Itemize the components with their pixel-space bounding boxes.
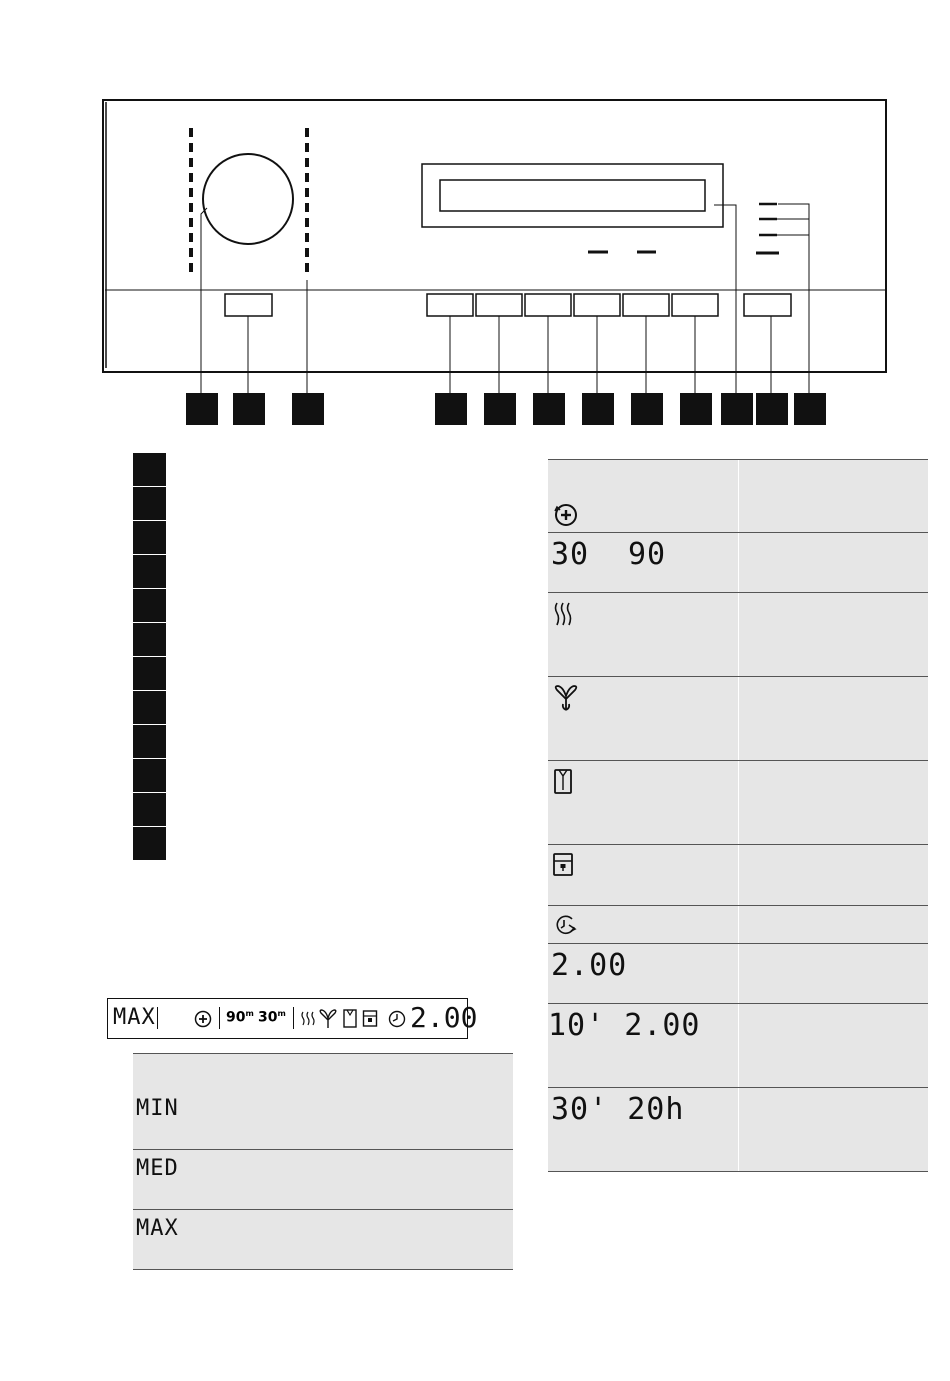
levels-row-med-symbol: MED bbox=[136, 1156, 179, 1181]
option-button-7-outline bbox=[744, 294, 791, 316]
door-lock-icon bbox=[552, 852, 574, 878]
legend-marker-10 bbox=[133, 759, 166, 792]
delay-timer-icon bbox=[387, 1009, 407, 1029]
levels-table-header bbox=[133, 1053, 513, 1091]
start-button-outline bbox=[225, 294, 272, 316]
shirt-icon bbox=[553, 768, 573, 796]
legend-marker-2 bbox=[133, 487, 166, 520]
display-separator-2 bbox=[219, 1007, 220, 1029]
levels-row-med bbox=[133, 1150, 513, 1210]
legend-marker-3 bbox=[133, 521, 166, 554]
symbols-row-steam bbox=[548, 593, 928, 677]
display-temp-30-value: 30 bbox=[258, 1009, 278, 1026]
display-strip bbox=[107, 998, 478, 1039]
levels-row-max bbox=[133, 1210, 513, 1270]
legend-marker-1 bbox=[133, 453, 166, 486]
display-temp-30-unit: m bbox=[277, 1009, 286, 1018]
option-button-4-outline bbox=[574, 294, 620, 316]
delay-timer-icon bbox=[553, 913, 579, 937]
symbols-row-delay-timer bbox=[548, 906, 928, 944]
steam-icon bbox=[300, 1010, 316, 1028]
symbols-row-temps-90: 90 bbox=[628, 537, 667, 572]
display-separator-1 bbox=[157, 1007, 158, 1029]
callout-marker-3 bbox=[292, 393, 324, 425]
callout-marker-12 bbox=[794, 393, 826, 425]
display-separator-3 bbox=[293, 1007, 294, 1029]
callout-marker-7 bbox=[582, 393, 614, 425]
callout-marker-5 bbox=[484, 393, 516, 425]
symbols-row-fan bbox=[548, 677, 928, 761]
option-button-2-outline bbox=[476, 294, 522, 316]
spin-icon bbox=[552, 502, 580, 528]
levels-row-min bbox=[133, 1090, 513, 1150]
callout-marker-1 bbox=[186, 393, 218, 425]
fan-icon bbox=[318, 1008, 338, 1030]
door-lock-icon bbox=[362, 1009, 378, 1029]
fan-icon bbox=[553, 684, 579, 712]
callout-marker-9 bbox=[680, 393, 712, 425]
legend-marker-8 bbox=[133, 691, 166, 724]
symbols-row-time bbox=[548, 944, 928, 1004]
legend-marker-4 bbox=[133, 555, 166, 588]
symbols-row-time-delay-value: 10' 2.00 bbox=[548, 1008, 701, 1043]
levels-row-max-symbol: MAX bbox=[136, 1216, 179, 1241]
steam-icon bbox=[553, 601, 573, 627]
legend-marker-6 bbox=[133, 623, 166, 656]
symbols-table-header bbox=[548, 459, 928, 495]
symbols-row-door-lock bbox=[548, 845, 928, 906]
legend-marker-5 bbox=[133, 589, 166, 622]
display-outer bbox=[422, 164, 723, 227]
display-inner bbox=[440, 180, 705, 211]
symbols-row-spin bbox=[548, 494, 928, 533]
symbols-row-delay-range bbox=[548, 1088, 928, 1172]
callout-marker-10 bbox=[721, 393, 753, 425]
symbols-row-shirt bbox=[548, 761, 928, 845]
callout-marker-2 bbox=[233, 393, 265, 425]
program-dial bbox=[203, 154, 293, 244]
symbols-row-delay-range-value: 30' 20h bbox=[551, 1092, 685, 1127]
legend-marker-11 bbox=[133, 793, 166, 826]
option-button-6-outline bbox=[672, 294, 718, 316]
option-button-1-outline bbox=[427, 294, 473, 316]
levels-row-min-symbol: MIN bbox=[136, 1096, 179, 1121]
display-temp-90 bbox=[226, 1009, 254, 1026]
spin-icon bbox=[192, 1009, 214, 1029]
display-temp-90-value: 90 bbox=[226, 1009, 246, 1026]
legend-marker-7 bbox=[133, 657, 166, 690]
symbols-row-temps bbox=[548, 533, 928, 593]
legend-marker-12 bbox=[133, 827, 166, 860]
legend-marker-9 bbox=[133, 725, 166, 758]
control-panel-diagram bbox=[0, 0, 950, 430]
display-temp-30 bbox=[258, 1009, 286, 1026]
symbols-row-time-value: 2.00 bbox=[551, 948, 628, 983]
callout-marker-6 bbox=[533, 393, 565, 425]
option-button-3-outline bbox=[525, 294, 571, 316]
display-time-text: 2.00 bbox=[410, 1001, 478, 1034]
display-level-text: MAX bbox=[113, 1005, 156, 1030]
callout-marker-8 bbox=[631, 393, 663, 425]
callout-marker-11 bbox=[756, 393, 788, 425]
display-temp-90-unit: m bbox=[245, 1009, 254, 1018]
symbols-row-time-delay bbox=[548, 1004, 928, 1088]
shirt-icon bbox=[342, 1008, 358, 1030]
callout-marker-4 bbox=[435, 393, 467, 425]
option-button-5-outline bbox=[623, 294, 669, 316]
symbols-table bbox=[548, 459, 928, 1172]
symbols-row-temps-30: 30 bbox=[551, 537, 590, 572]
